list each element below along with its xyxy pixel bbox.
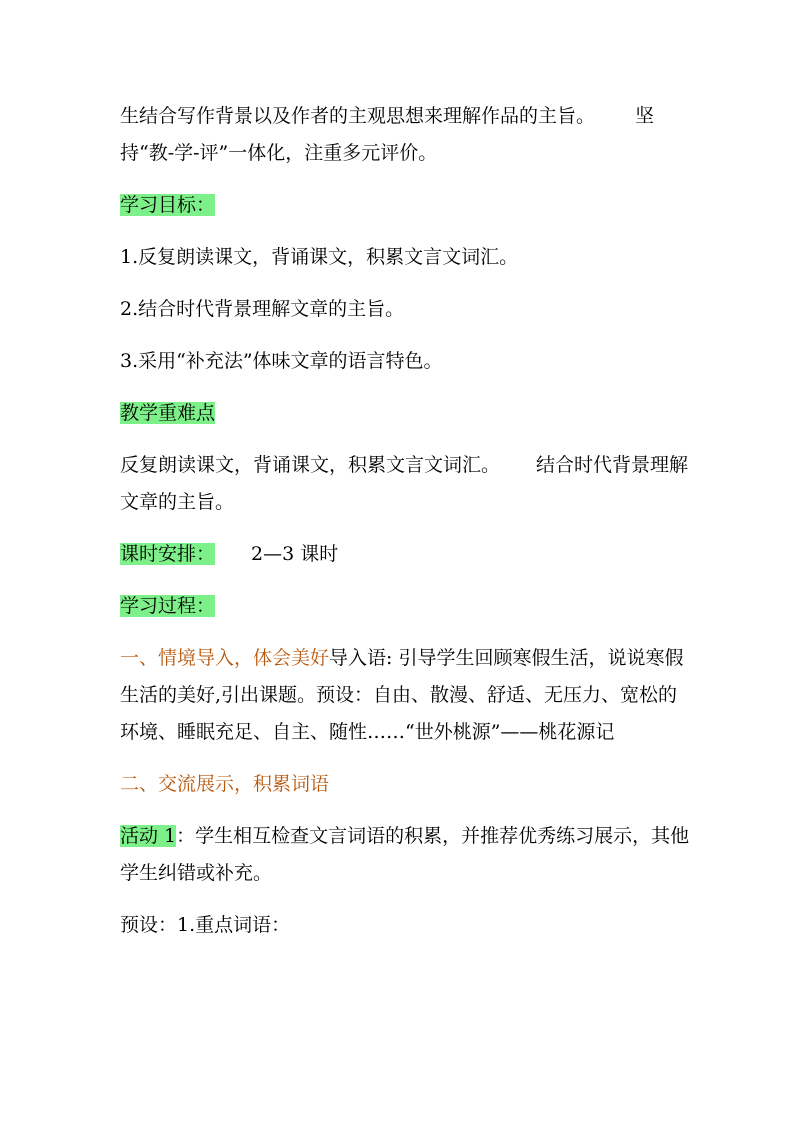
goals-heading: 学习目标： [120,194,216,216]
activity-paragraph [120,818,690,892]
section1-text: 导入语: 引导学生回顾寒假生活，说说寒假生活的美好,引出课题。预设：自由、散漫、舒适、无压力、宽松的环境、睡眠充足、自主、随性……“世外桃源”——桃花源记 [120,647,684,743]
key-text-1: 反复朗读课文，背诵课文，积累文言文词汇。 [120,454,501,476]
section1-title: 一、情境导入，体会美好 [120,647,330,669]
goal-item-1: 1.反复朗读课文，背诵课文，积累文言文词汇。 [120,246,519,268]
schedule-line [120,536,690,573]
activity-text: ：学生相互检查文言词语的积累，并推荐优秀练习展示，其他学生纠错或补充。 [120,825,690,884]
process-heading: 学习过程： [120,595,216,617]
schedule-value: 2—3 课时 [251,543,339,565]
preset-paragraph: 预设：1.重点词语： [120,914,291,936]
document-body [120,98,690,959]
goal-item-3: 3.采用“补充法”体味文章的语言特色。 [120,350,443,372]
goals-heading-line [120,187,690,224]
schedule-label: 课时安排： [120,543,216,565]
intro-text: 生结合写作背景以及作者的主观思想来理解作品的主旨。 [120,105,596,127]
section1-paragraph [120,640,690,751]
goal-item-2: 2.结合时代背景理解文章的主旨。 [120,298,405,320]
key-heading-line [120,395,690,432]
section2-title: 二、交流展示，积累词语 [120,773,330,795]
activity-label: 活动 1 [120,825,177,847]
intro-text-2: 坚持“教-学-评”一体化，注重多元评价。 [120,105,655,164]
key-paragraph [120,447,690,521]
key-heading: 教学重难点 [120,402,216,424]
process-heading-line [120,588,690,625]
intro-paragraph [120,98,690,172]
key-text-2: 结合时代背景理解文章的主旨。 [120,454,689,513]
